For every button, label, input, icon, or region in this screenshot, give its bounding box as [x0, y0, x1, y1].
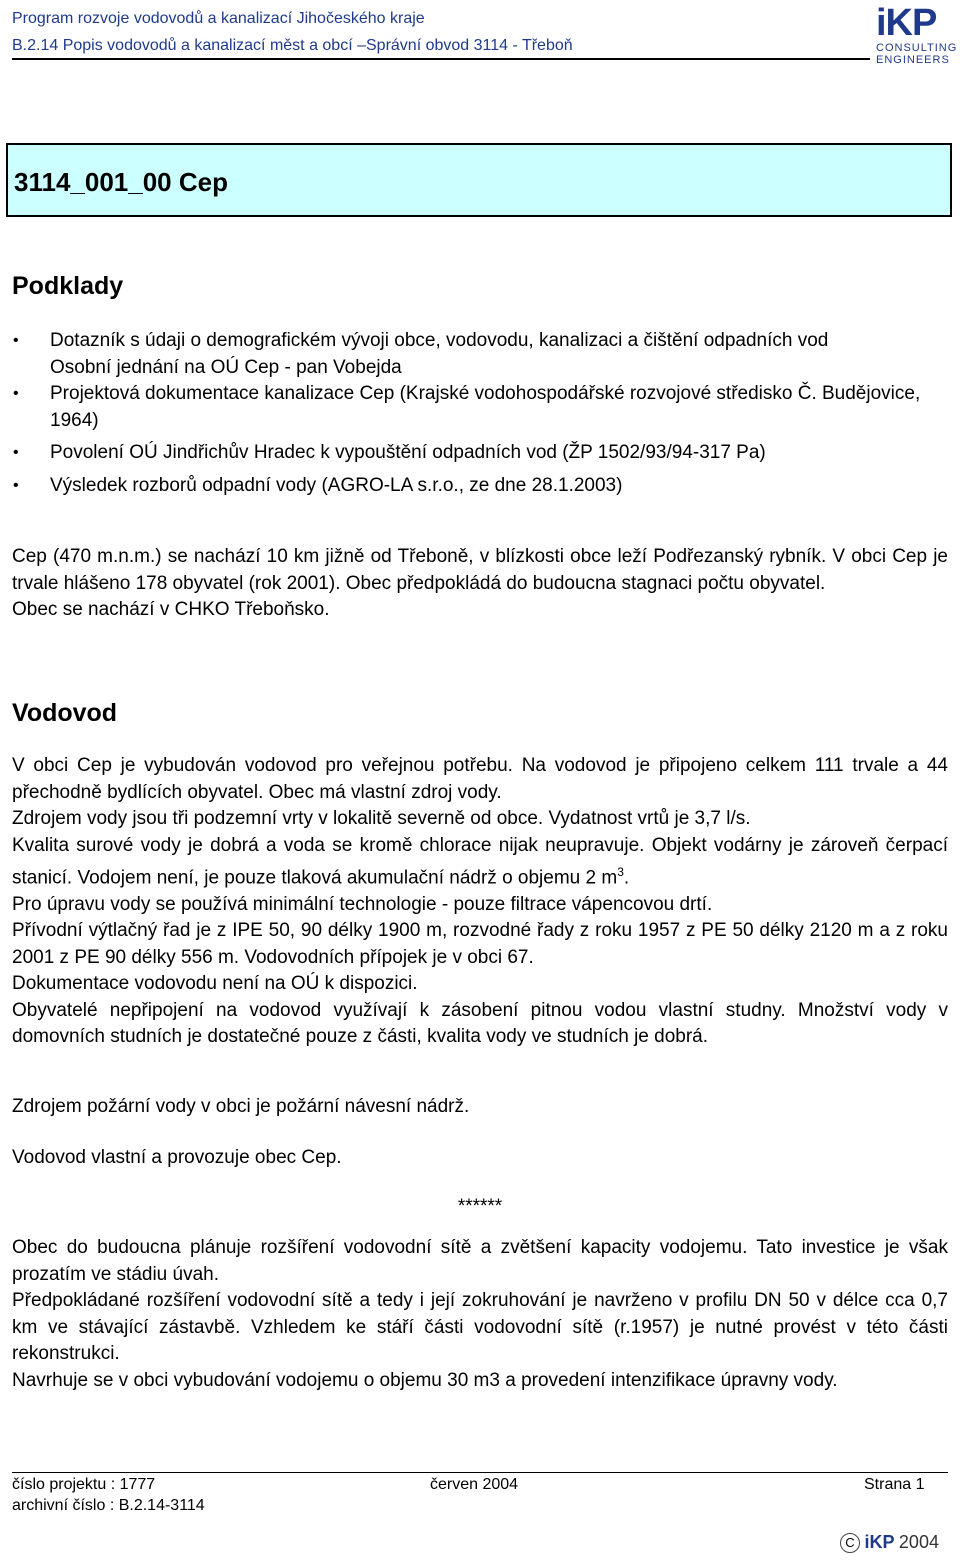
footer-divider: [12, 1472, 948, 1473]
list-item: Osobní jednání na OÚ Cep - pan Vobejda: [50, 356, 402, 378]
logo-sub-engineers: ENGINEERS: [876, 54, 950, 66]
footer-date: červen 2004: [430, 1476, 519, 1493]
archive-number: archivní číslo : B.2.14-3114: [12, 1497, 205, 1514]
vodovod-text-3a: Kvalita surové vody je dobrá a voda se kromě chlorace nijak neupravuje. Objekt vodárny je zároveň čerpací stanicí. Vodojem není, je pouze tlaková akumulační nádrž o objemu 2 m: [12, 834, 948, 889]
vodovod-text-3b: .: [623, 867, 630, 889]
future-plans-paragraph: [12, 1235, 948, 1394]
cubic-superscript: 3: [617, 865, 624, 879]
vodovod-text-7: Obyvatelé nepřipojení na vodovod využívají k zásobení pitnou vodou vlastní studny. Množství vody v domovních studních je dostatečné pouze z části, kvalita vody ve studních je dobrá.: [12, 999, 948, 1048]
logo-mark: iKP: [876, 2, 937, 44]
section-heading-podklady: Podklady: [12, 272, 124, 300]
intro-paragraph: [12, 544, 948, 624]
page-number: Strana 1: [864, 1476, 925, 1493]
vodovod-paragraph: [12, 753, 948, 1051]
vodovod-text-4: Pro úpravu vody se používá minimální technologie - pouze filtrace vápencovou drtí.: [12, 893, 713, 915]
copyright-brand: iKP: [864, 1532, 895, 1552]
header-divider: [12, 58, 870, 60]
vodovod-text-5: Přívodní výtlačný řad je z IPE 50, 90 délky 1900 m, rozvodné řady z roku 1957 z PE 50 délky 2120 m a z roku 2001 z PE 90 délky 556 m. Vodovodních přípojek je v obci 67.: [12, 920, 948, 968]
ikp-logo: [876, 4, 956, 76]
document-title: 3114_001_00 Cep: [14, 167, 228, 197]
copyright-symbol: C: [840, 1533, 860, 1553]
list-item: • Dotazník s údaji o demografickém vývoji obce, vodovodu, kanalizaci a čištění odpadních vod: [12, 328, 952, 355]
list-item: • Povolení OÚ Jindřichův Hradec k vypouštění odpadních vod (ŽP 1502/93/94-317 Pa): [12, 440, 952, 467]
logo-sub-consulting: CONSULTING: [876, 42, 958, 54]
header-program-title: Program rozvoje vodovodů a kanalizací Jihočeského kraje: [12, 10, 425, 27]
ownership-text: Vodovod vlastní a provozuje obec Cep.: [12, 1147, 342, 1168]
vodovod-text-6: Dokumentace vodovodu není na OÚ k dispozici.: [12, 973, 418, 995]
separator-stars: ******: [457, 1196, 503, 1217]
intro-chko-text: Obec se nachází v CHKO Třeboňsko.: [12, 599, 330, 620]
podklady-list: [12, 328, 952, 499]
vodovod-text-2: Zdrojem vody jsou tři podzemní vrty v lokalitě severně od obce. Vydatnost vrtů je 3,7 l/s.: [12, 808, 751, 829]
fire-water-text: Zdrojem požární vody v obci je požární návesní nádrž.: [12, 1096, 470, 1117]
header-section-title: B.2.14 Popis vodovodů a kanalizací měst a obcí –Správní obvod 3114 - Třeboň: [12, 37, 573, 54]
future-text-2: Předpokládané rozšíření vodovodní sítě a tedy i její zokruhování je navrženo v profilu DN 50 v délce cca 0,7 km ve stávající zástavbě. Vzhledem ke stáří části vodovodní sítě (r.1957) je nutné provést v této části rekonstrukci.: [12, 1290, 948, 1364]
copyright-mark: [840, 1532, 939, 1553]
section-heading-vodovod: Vodovod: [12, 699, 118, 727]
intro-text: Cep (470 m.n.m.) se nachází 10 km jižně od Třeboně, v blízkosti obce leží Podřezanský rybník. V obci Cep je trvale hlášeno 178 obyvatel (rok 2001). Obec předpokládá do budoucna stagnaci počtu obyvatel.: [12, 546, 948, 594]
document-title-box: [6, 143, 952, 217]
vodovod-text-1: V obci Cep je vybudován vodovod pro veřejnou potřebu. Na vodovod je připojeno celkem 111 trvale a 44 přechodně bydlících obyvatel. Obec má vlastní zdroj vody.: [12, 755, 948, 803]
future-text-1: Obec do budoucna plánuje rozšíření vodovodní sítě a zvětšení kapacity vodojemu. Tato investice je však prozatím ve stádiu úvah.: [12, 1237, 948, 1285]
vodovod-text-3: [12, 833, 948, 892]
list-item: • Výsledek rozborů odpadní vody (AGRO-LA s.r.o., ze dne 28.1.2003): [12, 473, 952, 500]
list-item: • Projektová dokumentace kanalizace Cep (Krajské vodohospodářské rozvojové středisko Č. Budějovice, 1964): [12, 381, 952, 434]
future-text-3: Navrhuje se v obci vybudování vodojemu o objemu 30 m3 a provedení intenzifikace úpravny vody.: [12, 1369, 838, 1391]
project-number: číslo projektu : 1777: [12, 1476, 156, 1493]
copyright-year: 2004: [898, 1532, 939, 1552]
